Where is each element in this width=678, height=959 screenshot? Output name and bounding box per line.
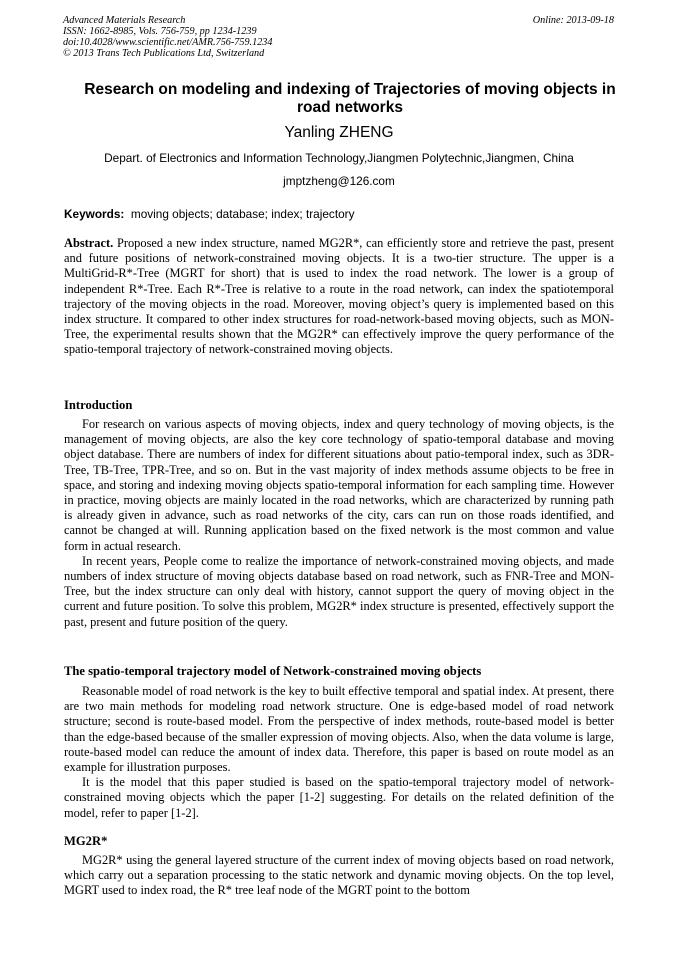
abstract-text: Proposed a new index structure, named MG2R*, can efficiently store and retrieve the past, present and future positions of network-constrained moving objects. It is a two-tier structure. The upper is a MultiGrid-R*-Tree (MGRT for short) that is used to index the road network. The lower is a group of independent R*-Tree. Each R*-Tree is relative to a route in the road network, can index the spatiotemporal trajectory of the moving objects in the road. Moreover, moving object’s query is implemented based on this index structure. It compared to other index structures for road-network-based moving objects, such as MON-Tree, the experimental results shown that the MG2R* can effectively improve the query performance of the spatio-temporal trajectory of network-constrained moving objects.	[64, 236, 614, 357]
keywords-line	[64, 207, 354, 221]
section-body	[64, 684, 614, 821]
paper-title: Research on modeling and indexing of Trajectories of moving objects in road networks	[84, 81, 616, 116]
author-email: jmptzheng@126.com	[283, 174, 395, 188]
keywords-list: moving objects; database; index; trajectory	[130, 207, 355, 221]
paragraph: For research on various aspects of moving objects, index and query technology of moving objects, is the management of moving objects, are also the key core technology of spatio-temporal database and moving object database. There are numbers of index for different situations about patio-temporal index, such as 3DR-Tree, TB-Tree, TPR-Tree, and so on. But in the vast majority of index methods assume objects to be free in space, and storing and indexing moving objects spatio-temporal information for each sampling time. However in practice, moving objects are mainly located in the road networks, which are characterized by running path is already given in advance, such as road networks of the city, cars can run on those roads identified, and cannot be changed at will. Running application based on the fixed network is the most common and value form in actual research.	[64, 417, 614, 553]
section-body	[64, 853, 614, 899]
journal-name: Advanced Materials Research	[63, 15, 186, 26]
paragraph: MG2R* using the general layered structure of the current index of moving objects based on road network, which carry out a separation processing to the static network and dynamic moving objects. On the top level, MGRT used to index road, the R* tree leaf node of the MGRT point to the bottom	[64, 853, 614, 898]
doi-line: doi:10.4028/www.scientific.net/AMR.756-759.1234	[63, 37, 273, 48]
online-date: Online: 2013-09-18	[532, 15, 614, 26]
abstract-label: Abstract.	[64, 236, 114, 250]
paragraph: In recent years, People come to realize the importance of network-constrained moving objects, and made numbers of index structure of moving objects database based on road network, such as FNR-Tree and MON-Tree, but the index structure can only deal with history, cannot support the query of moving object in the current and future position. To solve this problem, MG2R* index structure is presented, effectively support the past, present and future position of the query.	[64, 553, 614, 629]
abstract	[64, 236, 614, 358]
section-heading: Introduction	[64, 398, 133, 412]
paragraph: Reasonable model of road network is the key to built effective temporal and spatial index. At present, there are two main methods for modeling road network structure. One is edge-based model of road network structure; second is route-based model. From the perspective of index methods, route-based model is better than the edge-based because of the smaller expression of moving objects. Also, when the data volume is large, route-based model can reduce the amount of index data. Therefore, this paper is based on route model as an example for illustration purposes.	[64, 684, 614, 775]
keywords-label: Keywords:	[64, 207, 125, 221]
section-heading: MG2R*	[64, 834, 108, 848]
section-body	[64, 417, 614, 630]
paragraph: It is the model that this paper studied is based on the spatio-temporal trajectory model of network-constrained moving objects which the paper [1-2] suggesting. For details on the related definition of the model, refer to paper [1-2].	[64, 775, 614, 820]
publication-info	[63, 15, 272, 59]
issn-line: ISSN: 1662-8985, Vols. 756-759, pp 1234-1239	[63, 26, 257, 37]
author-name: Yanling ZHENG	[284, 124, 394, 141]
copyright-line: © 2013 Trans Tech Publications Ltd, Switzerland	[63, 48, 265, 59]
section-heading: The spatio-temporal trajectory model of Network-constrained moving objects	[64, 664, 482, 678]
affiliation: Depart. of Electronics and Information Technology,Jiangmen Polytechnic,Jiangmen, China	[104, 151, 574, 165]
